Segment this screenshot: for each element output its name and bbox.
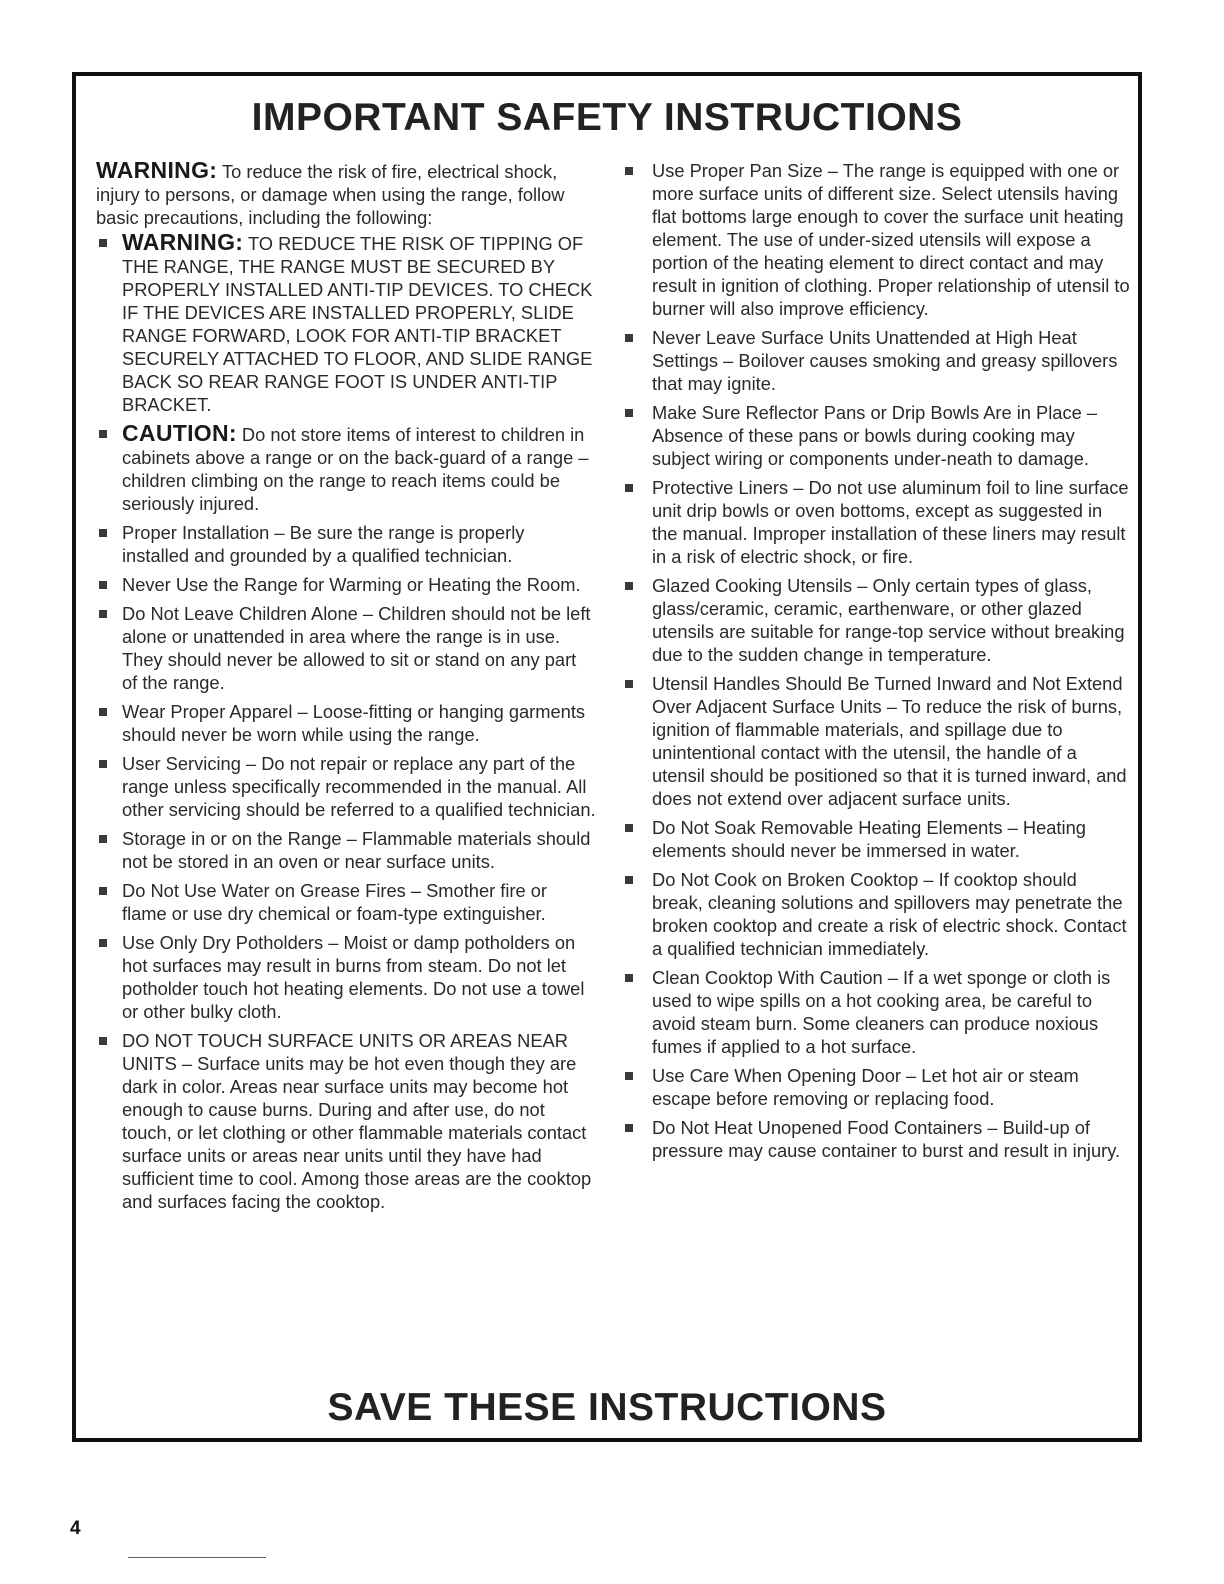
item-text: Storage in or on the Range – Flammable materials should not be stored in an oven or near surface units. <box>122 828 591 872</box>
list-item <box>96 602 596 694</box>
intro-warning-label: WARNING: <box>96 157 218 183</box>
item-lead-label: WARNING: <box>122 229 244 255</box>
left-column <box>96 159 596 1219</box>
item-text: Do Not Soak Removable Heating Elements – Heating elements should never be immersed in water. <box>652 817 1086 861</box>
item-text: User Servicing – Do not repair or replace any part of the range unless specifically recommended in the manual. All other servicing should be referred to a qualified technician. <box>122 753 596 820</box>
square-bullet-icon <box>625 876 633 884</box>
item-text: Clean Cooktop With Caution – If a wet sponge or cloth is used to wipe spills on a hot cooking area, be careful to avoid steam burn. Some cleaners can produce noxious fumes if applied to a hot surface. <box>652 967 1111 1057</box>
square-bullet-icon <box>625 1124 633 1132</box>
square-bullet-icon <box>625 167 633 175</box>
item-text: Never Leave Surface Units Unattended at High Heat Settings – Boilover causes smoking and greasy spillovers that may ignite. <box>652 327 1118 394</box>
right-bullet-list <box>622 159 1132 1162</box>
item-text: Do Not Use Water on Grease Fires – Smother fire or flame or use dry chemical or foam-type extinguisher. <box>122 880 548 924</box>
square-bullet-icon <box>625 1072 633 1080</box>
item-text: Do not store items of interest to children in cabinets above a range or on the back-guard of a range – children climbing on the range to reach items could be seriously injured. <box>122 424 589 514</box>
item-text: Utensil Handles Should Be Turned Inward and Not Extend Over Adjacent Surface Units – To reduce the risk of burns, ignition of flammable materials, and spillage due to unintentional contact with the utensil, the handle of a utensil should be positioned so that it is turned inward, and does not extend over adjacent surface units. <box>652 673 1127 809</box>
list-item <box>96 231 596 416</box>
list-item <box>96 700 596 746</box>
list-item <box>96 422 596 515</box>
item-text: Make Sure Reflector Pans or Drip Bowls Are in Place – Absence of these pans or bowls during cooking may subject wiring or components under-neath to damage. <box>652 402 1098 469</box>
intro-text: To reduce the risk of fire, electrical shock, injury to persons, or damage when using the range, follow basic precautions, including the following: <box>96 161 565 228</box>
square-bullet-icon <box>99 835 107 843</box>
item-text: Protective Liners – Do not use aluminum foil to line surface unit drip bowls or oven bottoms, except as suggested in the manual. Improper installation of these liners may result in a risk of electric shock, or fire. <box>652 477 1129 567</box>
square-bullet-icon <box>99 581 107 589</box>
square-bullet-icon <box>625 680 633 688</box>
list-item <box>96 752 596 821</box>
list-item <box>96 573 596 596</box>
list-item <box>96 879 596 925</box>
page-title: IMPORTANT SAFETY INSTRUCTIONS <box>251 96 963 139</box>
item-text: Glazed Cooking Utensils – Only certain types of glass, glass/ceramic, ceramic, earthenware, or other glazed utensils are suitable for range-top service without breaking due to the sudden change in temperature. <box>652 575 1125 665</box>
item-text: Do Not Heat Unopened Food Containers – Build-up of pressure may cause container to burst and result in injury. <box>652 1117 1121 1161</box>
right-column <box>622 159 1132 1168</box>
square-bullet-icon <box>99 430 107 438</box>
list-item <box>622 966 1132 1058</box>
list-item <box>96 827 596 873</box>
square-bullet-icon <box>99 887 107 895</box>
list-item <box>96 521 596 567</box>
list-item <box>622 868 1132 960</box>
square-bullet-icon <box>625 582 633 590</box>
square-bullet-icon <box>625 334 633 342</box>
square-bullet-icon <box>625 409 633 417</box>
page-number: 4 <box>70 1518 81 1539</box>
list-item <box>622 1116 1132 1162</box>
list-item <box>622 401 1132 470</box>
item-text: DO NOT TOUCH SURFACE UNITS OR AREAS NEAR UNITS – Surface units may be hot even though they are dark in color. Areas near surface units may become hot enough to cause burns. During and after use, do not touch, or let clothing or other flammable materials contact surface units or areas near units until they have had sufficient time to cool. Among those areas are the cooktop and surfaces facing the cooktop. <box>122 1030 592 1212</box>
list-item <box>622 159 1132 320</box>
list-item <box>96 931 596 1023</box>
square-bullet-icon <box>625 484 633 492</box>
square-bullet-icon <box>99 239 107 247</box>
square-bullet-icon <box>625 824 633 832</box>
item-lead-label: CAUTION: <box>122 420 237 446</box>
item-text: Do Not Cook on Broken Cooktop – If cooktop should break, cleaning solutions and spillovers may penetrate the broken cooktop and create a risk of electric shock. Contact a qualified technician immediately. <box>652 869 1127 959</box>
square-bullet-icon <box>99 529 107 537</box>
item-text: Use Only Dry Potholders – Moist or damp potholders on hot surfaces may result in burns from steam. Do not let potholder touch hot heating elements. Do not use a towel or other bulky cloth. <box>122 932 585 1022</box>
list-item <box>622 326 1132 395</box>
item-text: Wear Proper Apparel – Loose-fitting or hanging garments should never be worn while using the range. <box>122 701 586 745</box>
square-bullet-icon <box>625 974 633 982</box>
list-item <box>622 574 1132 666</box>
list-item <box>622 672 1132 810</box>
intro-paragraph <box>96 159 596 229</box>
safety-instructions-box <box>72 72 1142 1442</box>
footer-rule <box>128 1557 266 1558</box>
square-bullet-icon <box>99 708 107 716</box>
square-bullet-icon <box>99 610 107 618</box>
list-item <box>96 1029 596 1213</box>
square-bullet-icon <box>99 1037 107 1045</box>
list-item <box>622 1064 1132 1110</box>
list-item <box>622 816 1132 862</box>
list-item <box>622 476 1132 568</box>
item-text: Do Not Leave Children Alone – Children should not be left alone or unattended in area where the range is in use. They should never be allowed to sit or stand on any part of the range. <box>122 603 591 693</box>
left-bullet-list <box>96 231 596 1213</box>
item-text: Use Care When Opening Door – Let hot air or steam escape before removing or replacing food. <box>652 1065 1079 1109</box>
item-text: Never Use the Range for Warming or Heating the Room. <box>122 574 581 595</box>
item-text: Use Proper Pan Size – The range is equipped with one or more surface units of different size. Select utensils having flat bottoms large enough to cover the surface unit heating element. The use of under-sized utensils will expose a portion of the heating element to direct contact and may result in ignition of clothing. Proper relationship of utensil to burner will also improve efficiency. <box>652 160 1130 319</box>
item-text: Proper Installation – Be sure the range is properly installed and grounded by a qualified technician. <box>122 522 525 566</box>
square-bullet-icon <box>99 939 107 947</box>
item-text: TO REDUCE THE RISK OF TIPPING OF THE RANGE, THE RANGE MUST BE SECURED BY PROPERLY INSTALLED ANTI-TIP DEVICES. TO CHECK IF THE DEVICES ARE INSTALLED PROPERLY, SLIDE RANGE FORWARD, LOOK FOR ANTI-TIP BRACKET SECURELY ATTACHED TO FLOOR, AND SLIDE RANGE BACK SO REAR RANGE FOOT IS UNDER ANTI-TIP BRACKET. <box>122 233 593 415</box>
save-instructions-title: SAVE THESE INSTRUCTIONS <box>327 1386 887 1429</box>
square-bullet-icon <box>99 760 107 768</box>
